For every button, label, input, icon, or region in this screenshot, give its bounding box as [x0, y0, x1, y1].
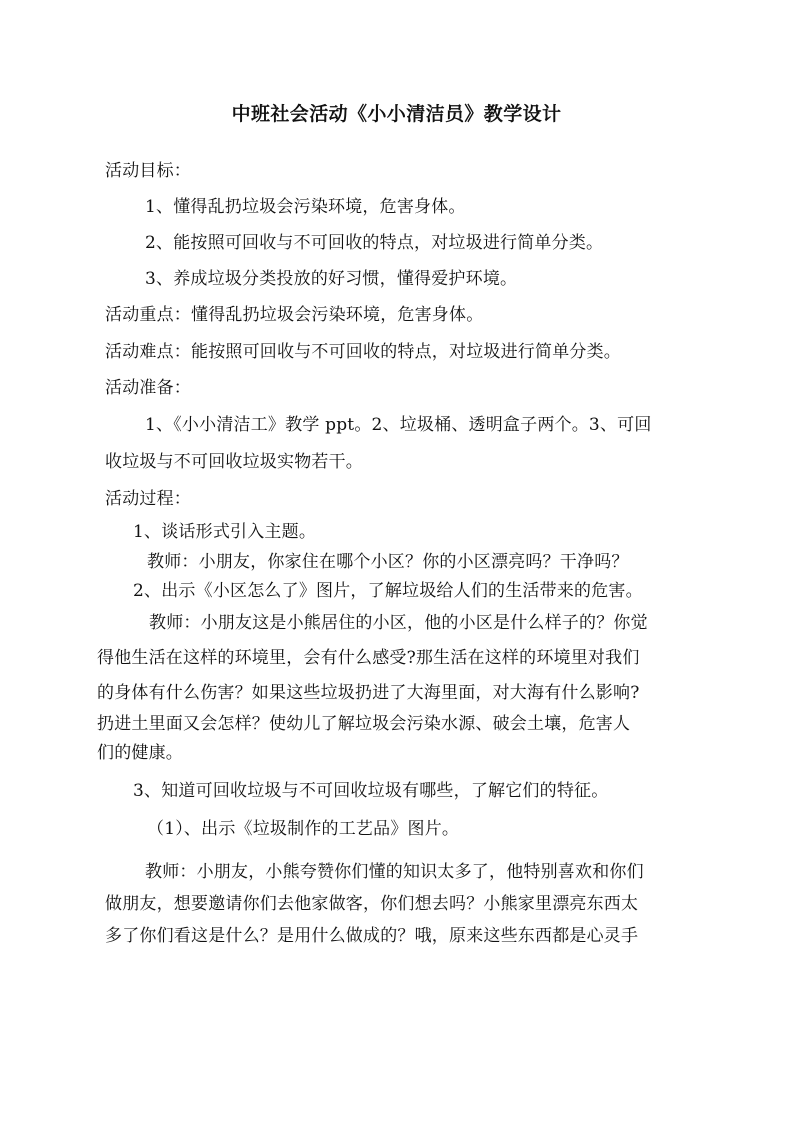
- goal-item: 3、养成垃圾分类投放的好习惯，懂得爱护环境。: [145, 269, 518, 289]
- teacher-dialog-line: 的身体有什么伤害？如果这些垃圾扔进了大海里面，对大海有什么影响?: [97, 683, 640, 703]
- teacher-dialog-line: 教师：小朋友，小熊夸赞你们懂的知识太多了，他特别喜欢和你们: [145, 862, 644, 882]
- process-step: 3、知道可回收垃圾与不可回收垃圾有哪些，了解它们的特征。: [133, 781, 609, 801]
- document-title: 中班社会活动《小小清洁员》教学设计: [231, 103, 562, 125]
- process-step: 1、谈话形式引入主题。: [133, 522, 317, 542]
- process-substep: （1）、出示《垃圾制作的工艺品》图片。: [147, 819, 460, 839]
- prep-line: 1、《小小清洁工》教学 ppt。2、垃圾桶、透明盒子两个。3、可回: [145, 415, 652, 435]
- difficulty: 活动难点：能按照可回收与不可回收的特点，对垃圾进行简单分类。: [105, 342, 621, 362]
- process-step: 2、出示《小区怎么了》图片，了解垃圾给人们的生活带来的危害。: [133, 581, 643, 601]
- goals-heading: 活动目标：: [105, 161, 191, 181]
- teacher-dialog-line: 做朋友，想要邀请你们去他家做客，你们想去吗？小熊家里漂亮东西太: [105, 894, 639, 914]
- process-heading: 活动过程：: [105, 489, 191, 509]
- teacher-dialog-line: 教师：小朋友这是小熊居住的小区，他的小区是什么样子的？你觉: [149, 613, 648, 633]
- key-point: 活动重点：懂得乱扔垃圾会污染环境，危害身体。: [105, 305, 484, 325]
- teacher-dialog: 教师：小朋友，你家住在哪个小区？你的小区漂亮吗？干净吗？: [147, 552, 629, 572]
- teacher-dialog-line: 得他生活在这样的环境里，会有什么感受?那生活在这样的环境里对我们: [97, 648, 640, 668]
- prep-line: 收垃圾与不可回收垃圾实物若干。: [105, 452, 363, 472]
- teacher-dialog-line: 们的健康。: [97, 743, 183, 763]
- prep-heading: 活动准备：: [105, 378, 191, 398]
- teacher-dialog-line: 扔进土里面又会怎样？使幼儿了解垃圾会污染水源、破会土壤，危害人: [97, 714, 631, 734]
- teacher-dialog-line: 多了你们看这是什么？是用什么做成的？哦，原来这些东西都是心灵手: [105, 926, 639, 946]
- goal-item: 1、懂得乱扔垃圾会污染环境，危害身体。: [145, 197, 466, 217]
- goal-item: 2、能按照可回收与不可回收的特点，对垃圾进行简单分类。: [145, 233, 604, 253]
